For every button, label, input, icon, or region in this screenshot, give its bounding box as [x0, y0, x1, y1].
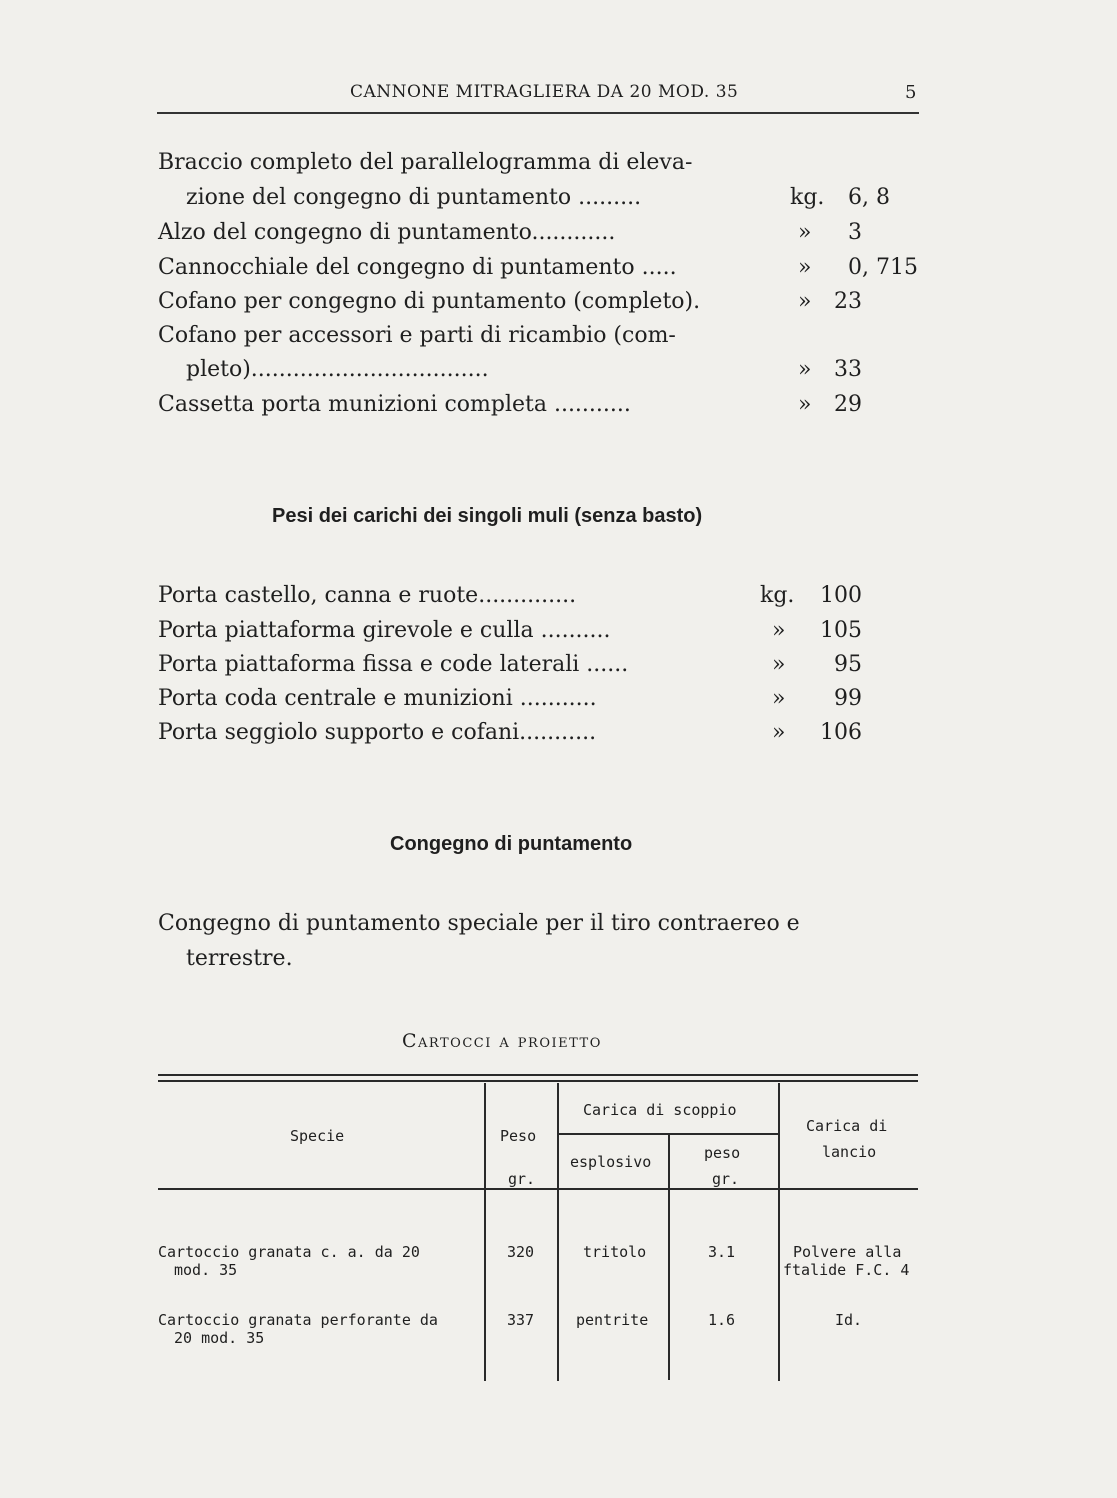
item-unit: » — [798, 357, 812, 382]
table-top-rule — [158, 1074, 918, 1076]
column-header-peso-unit: gr. — [508, 1170, 536, 1188]
section-heading: Congegno di puntamento — [390, 833, 633, 855]
item-value: 0, 715 — [848, 255, 918, 280]
item-value: 99 — [834, 686, 862, 711]
cell-carica-lancio: Id. — [835, 1311, 863, 1329]
column-header-peso: Peso — [500, 1127, 537, 1145]
table-top-rule — [158, 1080, 918, 1082]
item-label: Cannocchiale del congegno di puntamento ..... — [158, 255, 677, 280]
cell-carica-lancio: ftalide F.C. 4 — [783, 1261, 910, 1279]
item-unit: » — [772, 686, 786, 711]
table-column-divider — [778, 1083, 780, 1381]
table-column-divider — [484, 1083, 486, 1381]
item-label: Cassetta porta munizioni completa ........... — [158, 392, 631, 417]
cell-specie: 20 mod. 35 — [174, 1329, 265, 1347]
item-value: 95 — [834, 652, 862, 677]
column-header-carica-lancio: Carica di — [806, 1117, 888, 1135]
item-unit: » — [798, 289, 812, 314]
cell-specie: mod. 35 — [174, 1261, 238, 1279]
cell-peso-esplosivo: 3.1 — [708, 1243, 736, 1261]
table-column-divider — [557, 1083, 559, 1381]
section-heading: Pesi dei carichi dei singoli muli (senza basto) — [272, 505, 703, 527]
item-unit: kg. — [760, 583, 795, 608]
table-caption: Cartocci a proietto — [402, 1030, 602, 1052]
cell-carica-lancio: Polvere alla — [793, 1243, 902, 1261]
item-label: Braccio completo del parallelogramma di eleva- — [158, 150, 693, 175]
item-label: Porta piattaforma girevole e culla .......... — [158, 618, 611, 643]
item-value: 100 — [820, 583, 862, 608]
table-header-rule — [158, 1188, 918, 1190]
item-unit: » — [798, 255, 812, 280]
item-value: 6, 8 — [848, 185, 890, 210]
page-number: 5 — [905, 82, 917, 103]
item-label: Porta coda centrale e munizioni ........... — [158, 686, 597, 711]
cell-specie: Cartoccio granata perforante da — [158, 1311, 438, 1329]
cell-peso: 320 — [507, 1243, 535, 1261]
item-label: Alzo del congegno di puntamento............ — [158, 220, 616, 245]
running-title: CANNONE MITRAGLIERA DA 20 MOD. 35 — [350, 82, 739, 102]
column-header-peso-esplosivo: peso — [704, 1144, 741, 1162]
cell-esplosivo: tritolo — [583, 1243, 647, 1261]
item-label: Porta seggiolo supporto e cofani........... — [158, 720, 597, 745]
column-header-carica-lancio: lancio — [822, 1143, 877, 1161]
column-header-peso-esplosivo-unit: gr. — [712, 1170, 740, 1188]
item-value: 33 — [834, 357, 862, 382]
item-value: 3 — [848, 220, 862, 245]
item-label: pleto).................................. — [186, 357, 489, 382]
item-label: zione del congegno di puntamento ......... — [186, 185, 642, 210]
item-value: 29 — [834, 392, 862, 417]
table-column-divider — [668, 1135, 670, 1380]
item-label: Porta castello, canna e ruote.............. — [158, 583, 577, 608]
cell-peso-esplosivo: 1.6 — [708, 1311, 736, 1329]
item-value: 23 — [834, 289, 862, 314]
item-value: 106 — [820, 720, 862, 745]
cell-peso: 337 — [507, 1311, 535, 1329]
item-unit: » — [772, 652, 786, 677]
item-unit: » — [772, 618, 786, 643]
item-unit: kg. — [790, 185, 825, 210]
item-unit: » — [772, 720, 786, 745]
column-header-specie: Specie — [290, 1127, 345, 1145]
column-header-carica-scoppio: Carica di scoppio — [583, 1101, 737, 1119]
paragraph-line: Congegno di puntamento speciale per il tiro contraereo e — [158, 911, 800, 936]
cell-specie: Cartoccio granata c. a. da 20 — [158, 1243, 420, 1261]
item-label: Porta piattaforma fissa e code laterali ...... — [158, 652, 629, 677]
header-rule — [157, 112, 919, 114]
item-value: 105 — [820, 618, 862, 643]
item-unit: » — [798, 220, 812, 245]
item-label: Cofano per congegno di puntamento (completo). — [158, 289, 701, 314]
cell-esplosivo: pentrite — [576, 1311, 649, 1329]
column-header-esplosivo: esplosivo — [570, 1153, 652, 1171]
item-label: Cofano per accessori e parti di ricambio (com- — [158, 323, 676, 348]
paragraph-line: terrestre. — [186, 946, 293, 971]
item-unit: » — [798, 392, 812, 417]
running-head — [0, 80, 1117, 104]
